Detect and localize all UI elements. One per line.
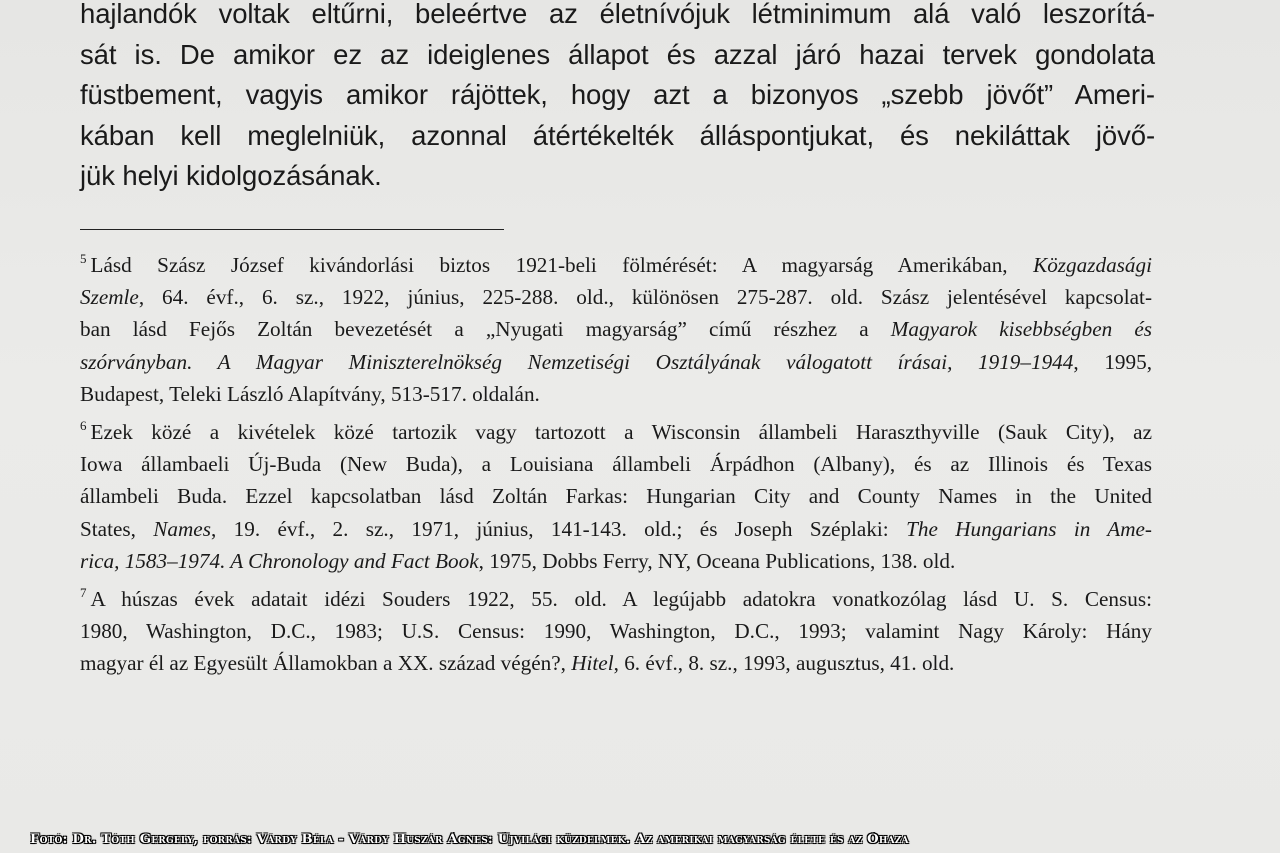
footnote-italic-text: rica, 1583–1974. A Chronology and Fact Book [80,548,479,573]
footnote-line [80,615,1152,647]
footnote-line [80,545,1152,577]
footnote-number: 7 [80,585,87,601]
footnote-text: állambeli Buda. Ezzel kapcsolatban lásd Zoltán Farkas: Hungarian City and County Names in the United [80,484,1152,509]
footnote-text: ban lásd Fejős Zoltán bevezetését a „Nyugati magyarság” című részhez a [80,317,891,342]
footnote-line [80,647,1152,679]
footnote-text: , 6. évf., 8. sz., 1993, augusztus, 41. old. [613,651,955,676]
footnote-text: Budapest, Teleki László Alapítvány, 513-517. oldalán. [80,381,540,406]
footnote-7 [80,577,1152,680]
footnote-italic-text: Közgazdasági [1033,253,1152,277]
body-line: hajlandók voltak eltűrni, beleértve az életnívójuk létminimum alá való leszorítá- [80,0,1155,29]
footnote-line [80,313,1152,345]
photo-credit: Fotó: Dr. Tóth Gergely, forrás: Várdy Béla - Várdy Huszár Ágnes: Újvilági küzdelmek. Az amerikai magyarság élete és az Óhaza [30,832,909,847]
footnote-number: 5 [80,251,87,266]
footnote-text: , 19. évf., 2. sz., 1971, június, 141-143. old.; és Joseph Széplaki: [210,516,907,541]
footnotes-section [80,243,1152,680]
footnote-line [80,410,1152,448]
footnote-text: Lásd Szász József kivándorlási biztos 1921-beli fölmérését: A magyarság Amerikában, [90,253,1034,277]
footnote-line [80,243,1152,281]
footnote-text: , 64. évf., 6. sz., 1922, június, 225-288. old., különösen 275-287. old. Szász jelentésével kapcsolat- [138,285,1152,310]
footnote-text: Iowa állambaeli Új-Buda (New Buda), a Louisiana állambeli Árpádhon (Albany), és az Illinois és Texas [80,452,1152,477]
footnote-italic-text: The Hungarians in Ame- [906,516,1152,541]
footnote-text: 1980, Washington, D.C., 1983; U.S. Census: 1990, Washington, D.C., 1993; valamint Nagy Károly: Hány [80,619,1152,644]
body-line: jük helyi kidolgozásának. [80,160,382,191]
footnote-italic-text: Szemle [80,285,139,310]
footnote-6 [80,410,1152,577]
footnote-line [80,577,1152,615]
body-line: kában kell meglelniük, azonnal átértékelték álláspontjukat, és nekiláttak jövő- [80,119,1155,151]
body-line: sát is. De amikor ez az ideiglenes állapot és azzal járó hazai tervek gondolata [80,38,1155,70]
footnote-separator-rule [80,229,504,230]
body-paragraph [80,0,1155,197]
footnote-line [80,480,1152,512]
footnote-italic-text: Names [153,516,211,541]
body-line: füstbement, vagyis amikor rájöttek, hogy azt a bizonyos „szebb jövőt” Ameri- [80,79,1155,110]
footnote-italic-text: Hitel [571,651,614,676]
footnote-text: A húszas évek adatait idézi Souders 1922, 55. old. A legújabb adatokra vonatkozólag lásd U. S. Census: [90,587,1152,612]
footnote-line [80,281,1152,313]
footnote-text: Ezek közé a kivételek közé tartozik vagy tartozott a Wisconsin állambeli Haraszthyville (Sauk City), az [90,420,1152,445]
footnote-text: , 1995, [1073,349,1152,374]
footnote-text: magyar él az Egyesült Államokban a XX. század végén?, [80,651,572,676]
footnote-italic-text: szórványban. A Magyar Miniszterelnökség Nemzetiségi Osztályának válogatott írásai, 1919–1944 [80,349,1074,374]
footnote-line [80,448,1152,480]
footnote-line [80,378,1152,410]
footnote-text: States, [80,516,154,541]
footnote-italic-text: Magyarok kisebbségben és [890,317,1152,342]
footnote-5 [80,243,1152,410]
footnote-line [80,513,1152,545]
footnote-number: 6 [80,418,87,434]
footnote-text: , 1975, Dobbs Ferry, NY, Oceana Publications, 138. old. [478,548,956,573]
footnote-line [80,346,1152,378]
